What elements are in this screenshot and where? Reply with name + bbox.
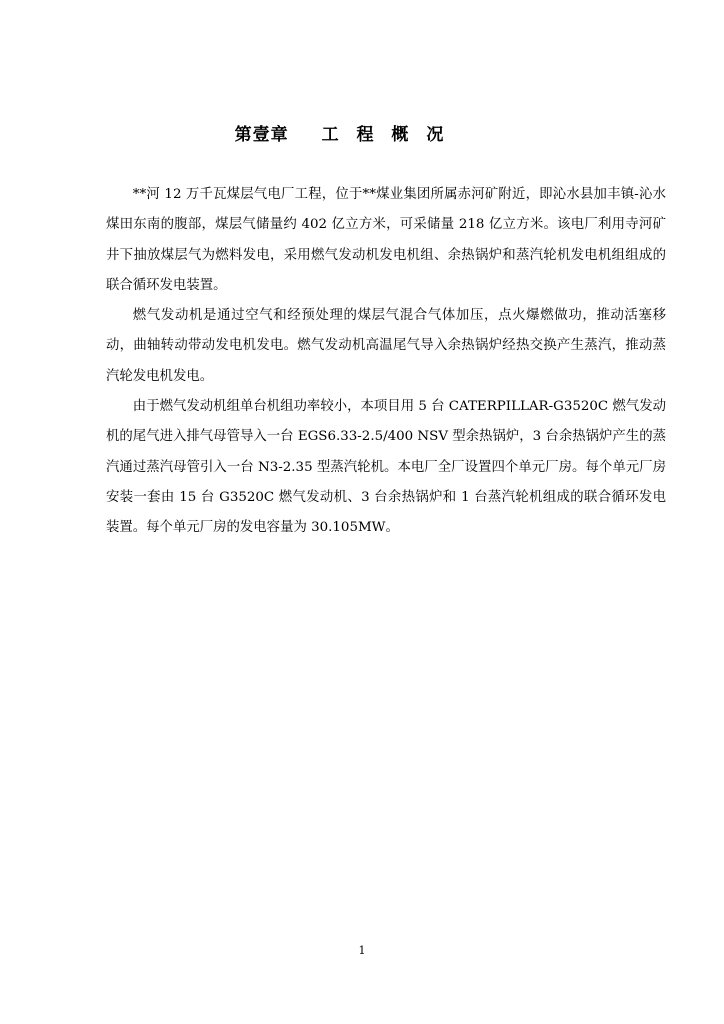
- chapter-number: 第壹章: [234, 125, 289, 145]
- paragraph: **河 12 万千瓦煤层气电厂工程，位于**煤业集团所属赤河矿附近，即沁水县加丰镇-沁水煤田东南的腹部，煤层气储量约 402 亿立方米，可采储量 218 亿立方米。该电厂利用寺河矿井下抽放煤层气为燃料发电，采用燃气发动机发电机组、余热锅炉和蒸汽轮机发电机组组成的联合循环发电装置。: [106, 187, 666, 293]
- chapter-name: 工 程 概 况: [321, 125, 450, 145]
- paragraph: 燃气发动机是通过空气和经预处理的煤层气混合气体加压，点火爆燃做功，推动活塞移动，曲轴转动带动发电机发电。燃气发动机高温尾气导入余热锅炉经热交换产生蒸汽，推动蒸汽轮发电机发电。: [106, 308, 666, 384]
- chapter-body: [106, 180, 666, 544]
- paragraph: 由于燃气发动机组单台机组功率较小，本项目用 5 台 CATERPILLAR-G3520C 燃气发动机的尾气进入排气母管导入一台 EGS6.33-2.5/400 NSV 型余热锅炉，3 台余热锅炉产生的蒸汽通过蒸汽母管引入一台 N3-2.35 型蒸汽轮机。本电厂全厂设置四个单元厂房。每个单元厂房安装一套由 15 台 G3520C 燃气发动机、3 台余热锅炉和 1 台蒸汽轮机组成的联合循环发电装置。每个单元厂房的发电容量为 30.105MW。: [106, 399, 666, 536]
- chapter-title: [0, 120, 724, 145]
- page-number: 1: [358, 944, 366, 957]
